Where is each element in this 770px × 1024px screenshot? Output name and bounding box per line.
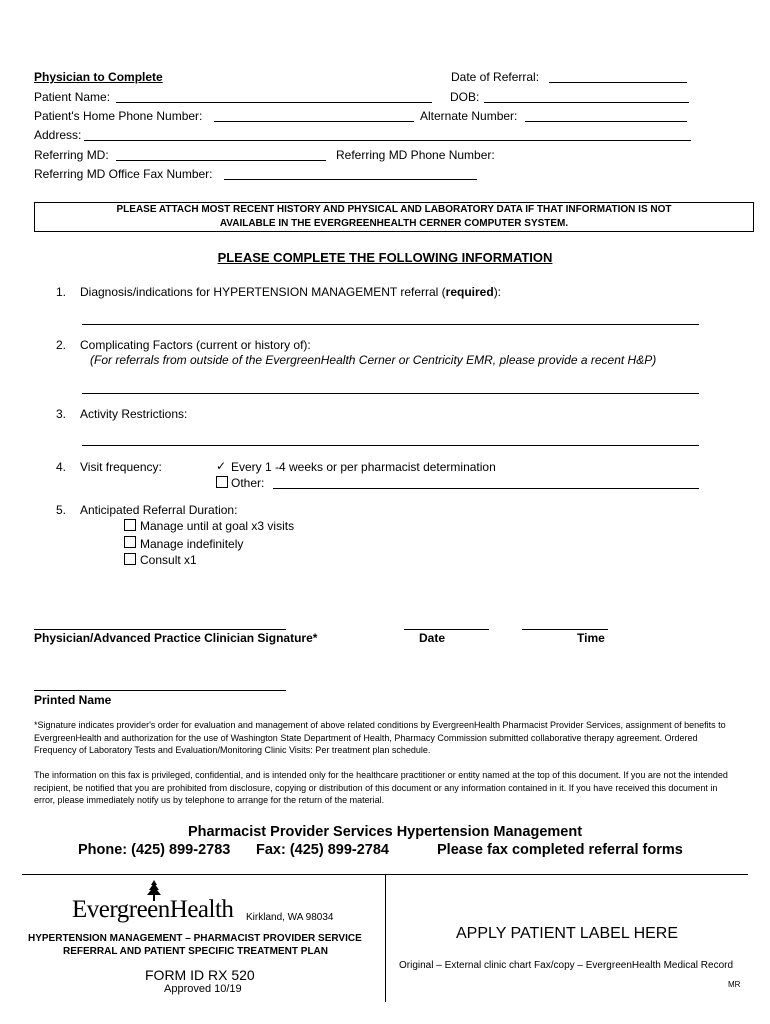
q2-note: (For referrals from outside of the EvergreenHealth Cerner or Centricity EMR, please provide a recent H&P) — [90, 353, 657, 367]
q5-option-3-checkbox[interactable] — [124, 553, 136, 565]
referring-md-phone-label: Referring MD Phone Number: — [336, 148, 495, 162]
signature-footnote: *Signature indicates provider's order for evaluation and management of above related conditions by EvergreenHealth Pharmacist Provider Services, assignment of benefits to EvergreenHealth and authorization for the use of Washington State Department of Health, Pharmacy Commission submitted collaborative therapy agreement. Ordered Frequency of Laboratory Tests and Evaluation/Monitoring Clinic Visits: Per treatment plan schedule. — [34, 720, 726, 755]
home-phone-field[interactable] — [214, 121, 414, 122]
q5-option-1-checkbox[interactable] — [124, 519, 136, 531]
section-title: PLEASE COMPLETE THE FOLLOWING INFORMATION — [217, 250, 553, 265]
date-label: Date — [419, 631, 446, 645]
time-line[interactable] — [522, 629, 608, 630]
distribution-note: Original – External clinic chart Fax/copy – EvergreenHealth Medical Record — [399, 960, 734, 971]
fax-number: Fax: (425) 899-2784 — [256, 842, 389, 858]
printed-name-line[interactable] — [34, 690, 286, 691]
q4-option-other: Other: — [231, 476, 265, 490]
notice-line-2: AVAILABLE IN THE EVERGREENHEALTH CERNER COMPUTER SYSTEM. — [219, 218, 569, 229]
patient-label-area: APPLY PATIENT LABEL HERE — [456, 925, 679, 942]
q5-option-1: Manage until at goal x3 visits — [140, 519, 295, 533]
q4-other-checkbox[interactable] — [216, 476, 228, 488]
address-label: Address: — [34, 128, 82, 142]
q5-option-2-checkbox[interactable] — [124, 536, 136, 548]
home-phone-label: Patient's Home Phone Number: — [34, 109, 203, 123]
service-title: Pharmacist Provider Services Hypertension Management — [187, 824, 583, 840]
q1-number: 1. — [56, 285, 67, 299]
q2-answer-line[interactable] — [82, 393, 699, 394]
footer-divider — [385, 874, 386, 1002]
q1-label — [80, 285, 501, 299]
q1-end: ): — [493, 285, 502, 299]
q2-number: 2. — [56, 338, 67, 352]
mr-mark: MR — [728, 980, 741, 989]
printed-name-label: Printed Name — [34, 693, 112, 707]
dob-label: DOB: — [450, 90, 480, 104]
q3-number: 3. — [56, 407, 67, 421]
q3-answer-line[interactable] — [82, 445, 699, 446]
q2-label: Complicating Factors (current or history of): — [80, 338, 311, 352]
q1-required: required — [445, 285, 494, 299]
q5-number: 5. — [56, 503, 67, 517]
physician-signature-line[interactable] — [34, 629, 286, 630]
address-field[interactable] — [84, 140, 691, 141]
check-icon[interactable]: ✓ — [216, 459, 227, 473]
dob-field[interactable] — [484, 102, 689, 103]
q4-label: Visit frequency: — [80, 460, 162, 474]
attach-history-notice — [34, 202, 754, 232]
referring-md-label: Referring MD: — [34, 148, 109, 162]
referring-md-field[interactable] — [116, 160, 326, 161]
form-title-line-2: REFERRAL AND PATIENT SPECIFIC TREATMENT PLAN — [63, 946, 328, 957]
time-label: Time — [577, 631, 605, 645]
confidentiality-notice: The information on this fax is privileged, confidential, and is intended only for the healthcare practitioner or entity named at the top of this document. If you are not the intended recipient, be notified that you are prohibited from disclosure, copying or distribution of this document or any information contained in it. If you have received this document in error, please immediately notify us by telephone to arrange for the return of the material. — [34, 770, 728, 805]
q4-other-field[interactable] — [273, 488, 699, 489]
phone-number: Phone: (425) 899-2783 — [78, 842, 231, 858]
alternate-number-field[interactable] — [525, 121, 687, 122]
date-of-referral-field[interactable] — [549, 82, 687, 83]
evergreenhealth-logo-text: EvergreenHealth — [72, 896, 234, 923]
notice-line-1: PLEASE ATTACH MOST RECENT HISTORY AND PHYSICAL AND LABORATORY DATA IF THAT INFORMATION IS NOT — [116, 204, 672, 215]
physician-signature-label: Physician/Advanced Practice Clinician Signature* — [34, 631, 318, 645]
physician-to-complete-heading: Physician to Complete — [34, 70, 163, 84]
form-id: FORM ID RX 520 — [145, 967, 255, 983]
referring-md-fax-label: Referring MD Office Fax Number: — [34, 167, 213, 181]
q5-option-3: Consult x1 — [140, 553, 197, 567]
q1-answer-line[interactable] — [82, 324, 699, 325]
approved-date: Approved 10/19 — [164, 983, 242, 995]
date-of-referral-label: Date of Referral: — [451, 70, 540, 84]
fax-instructions: Please fax completed referral forms — [437, 842, 683, 858]
q1-text: Diagnosis/indications for HYPERTENSION MANAGEMENT referral ( — [80, 285, 446, 299]
q4-number: 4. — [56, 460, 67, 474]
q3-label: Activity Restrictions: — [80, 407, 188, 421]
q4-option-every-1-4-weeks: Every 1 -4 weeks or per pharmacist determination — [231, 460, 496, 474]
location-text: Kirkland, WA 98034 — [246, 912, 334, 923]
alternate-number-label: Alternate Number: — [420, 109, 518, 123]
q5-option-2: Manage indefinitely — [140, 537, 244, 551]
referring-md-fax-field[interactable] — [224, 179, 477, 180]
patient-name-field[interactable] — [116, 102, 432, 103]
date-line[interactable] — [404, 629, 489, 630]
patient-name-label: Patient Name: — [34, 90, 111, 104]
q5-label: Anticipated Referral Duration: — [80, 503, 238, 517]
form-title-line-1: HYPERTENSION MANAGEMENT – PHARMACIST PROVIDER SERVICE — [28, 933, 362, 944]
